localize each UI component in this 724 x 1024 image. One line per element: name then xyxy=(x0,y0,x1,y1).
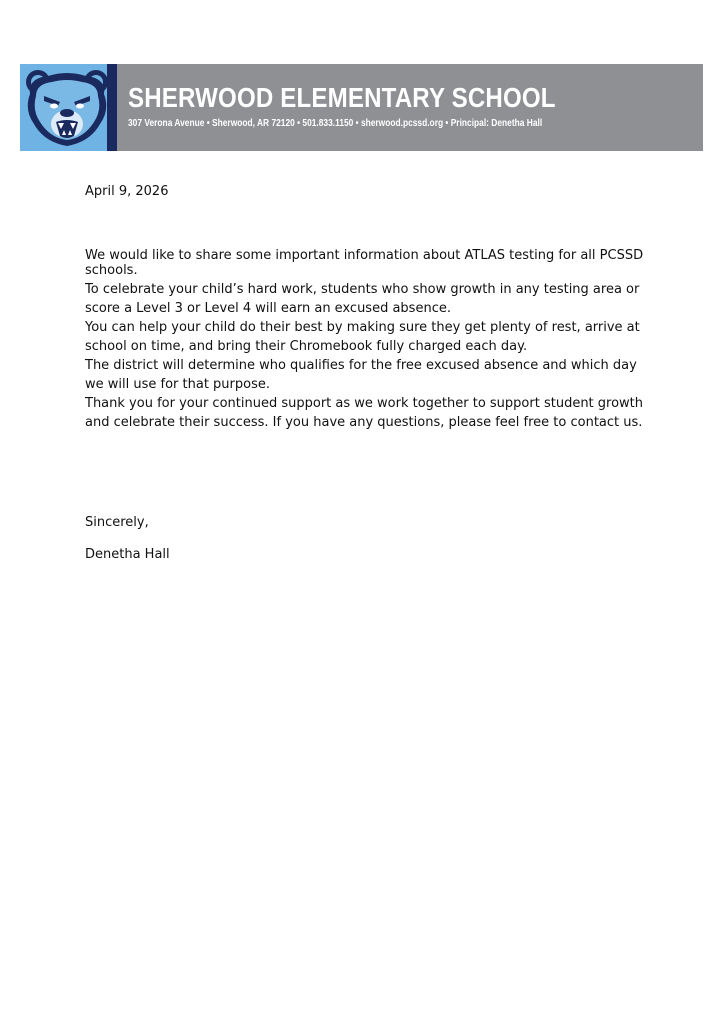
letter-paragraph: Thank you for your continued support as we work together to support student growth and celebrate their success. If you have any questions, please feel free to contact us. xyxy=(85,396,644,430)
letter-signature: Denetha Hall xyxy=(85,547,170,562)
letter-body xyxy=(85,280,650,432)
letter-paragraph: You can help your child do their best by making sure they get plenty of rest, arrive at school on time, and bring their Chromebook fully charged each day. xyxy=(85,320,640,354)
letter-date: April 9, 2026 xyxy=(85,184,169,199)
letter-paragraph: The district will determine who qualifies for the free excused absence and which day we will use for that purpose. xyxy=(85,358,637,392)
letterhead xyxy=(20,64,703,151)
letter-paragraph: To celebrate your child’s hard work, students who show growth in any testing area or score a Level 3 or Level 4 will earn an excused absence. xyxy=(85,282,640,316)
school-contact-line: 307 Verona Avenue • Sherwood, AR 72120 • 501.833.1150 • sherwood.pcssd.org • Principal: Denetha Hall xyxy=(128,118,543,129)
letter-intro: We would like to share some important information about ATLAS testing for all PCSSD schools. xyxy=(85,248,644,278)
letter-closing: Sincerely, xyxy=(85,515,149,530)
bear-mascot-icon xyxy=(12,66,122,148)
school-name: SHERWOOD ELEMENTARY SCHOOL xyxy=(128,82,556,113)
